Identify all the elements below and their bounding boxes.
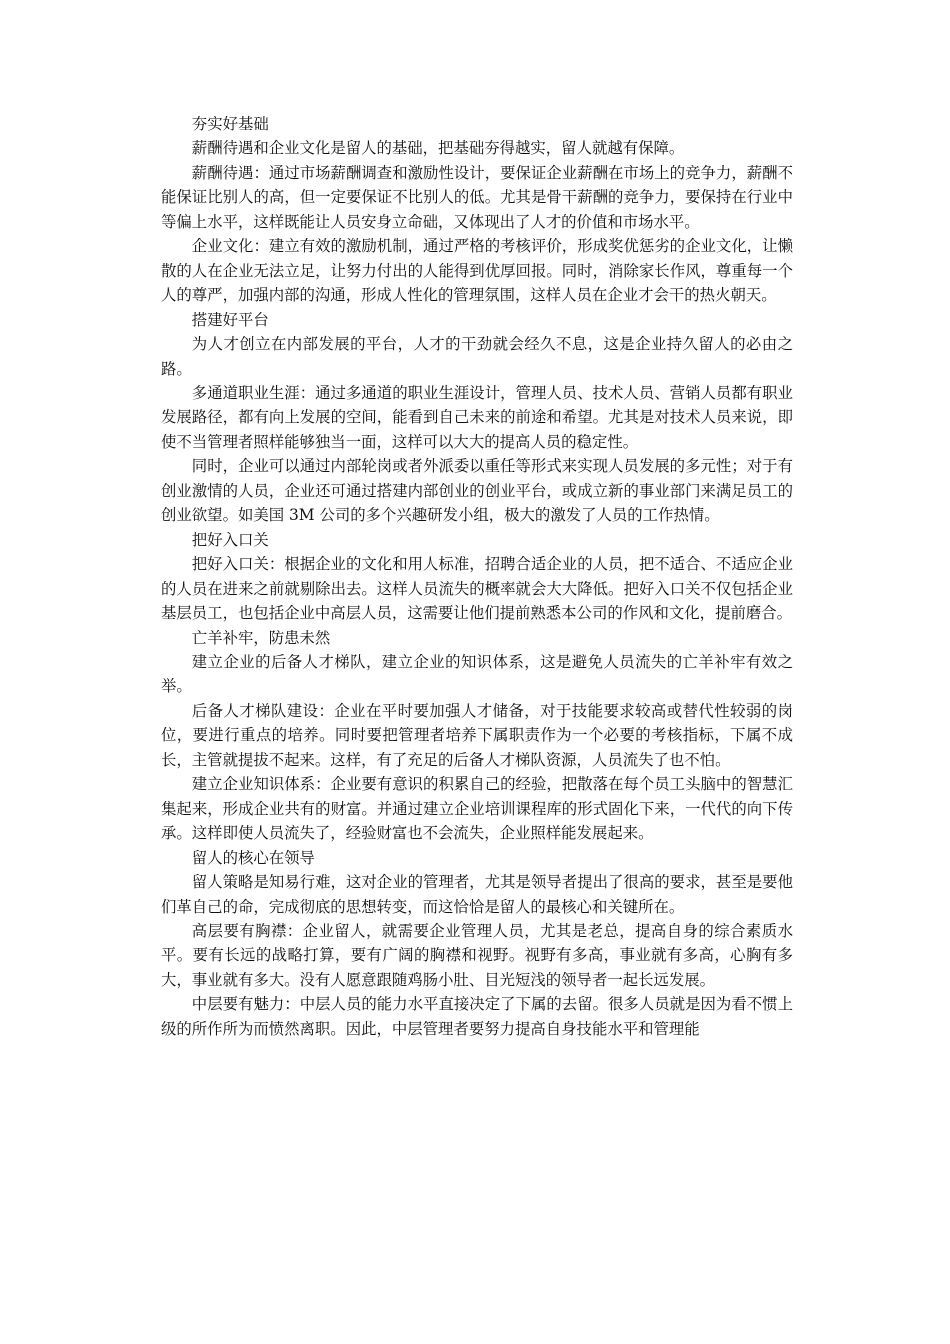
- section-heading: 搭建好平台: [191, 310, 269, 329]
- body-paragraph: 多通道职业生涯：通过多通道的职业生涯设计，管理人员、技术人员、营销人员都有职业发展路径，都有向上发展的空间，能看到自己未来的前途和希望。尤其是对技术人员来说，即使不当管理者照样能够独当一面，这样可以大大的提高人员的稳定性。: [161, 383, 793, 451]
- body-paragraph: 企业文化：建立有效的激励机制，通过严格的考核评价，形成奖优惩劣的企业文化，让懒散的人在企业无法立足，让努力付出的人能得到优厚回报。同时，消除家长作风，尊重每一个人的尊严，加强内部的沟通，形成人性化的管理氛围，这样人员在企业才会干的热火朝天。: [161, 237, 793, 305]
- section-heading: 夯实好基础: [191, 115, 269, 133]
- section-heading: 把好入口关: [191, 530, 269, 549]
- body-paragraph: 高层要有胸襟：企业留人，就需要企业管理人员，尤其是老总，提高自身的综合素质水平。要有长远的战略打算，要有广阔的胸襟和视野。视野有多高，事业就有多高，心胸有多大，事业就有多大。没有人愿意跟随鸡肠小肚、目光短浅的领导者一起长远发展。: [161, 921, 793, 989]
- body-paragraph: 后备人才梯队建设：企业在平时要加强人才储备，对于技能要求较高或替代性较弱的岗位，要进行重点的培养。同时要把管理者培养下属职责作为一个必要的考核指标，下属不成长，主管就提拔不起来。这样，有了充足的后备人才梯队资源，人员流失了也不怕。: [161, 701, 793, 769]
- body-paragraph: 留人策略是知易行难，这对企业的管理者，尤其是领导者提出了很高的要求，甚至是要他们革自己的命，完成彻底的思想转变，而这恰恰是留人的最核心和关键所在。: [161, 873, 793, 916]
- body-paragraph: 薪酬待遇和企业文化是留人的基础，把基础夯得越实，留人就越有保障。: [191, 139, 685, 158]
- section-heading: 亡羊补牢，防患未然: [191, 628, 331, 647]
- body-paragraph: 薪酬待遇：通过市场薪酬调查和激励性设计，要保证企业薪酬在市场上的竞争力，薪酬不能保证比别人的高，但一定要保证不比别人的低。尤其是骨干薪酬的竞争力，要保持在行业中等偏上水平，这样既能让人员安身立命础，又体现出了人才的价值和市场水平。: [161, 163, 793, 231]
- document-body: [161, 112, 793, 1041]
- body-paragraph: 建立企业的后备人才梯队，建立企业的知识体系，这是避免人员流失的亡羊补牢有效之举。: [161, 652, 793, 696]
- body-paragraph: 为人才创立在内部发展的平台，人才的干劲就会经久不息，这是企业持久留人的必由之路。: [161, 335, 793, 378]
- section-heading: 留人的核心在领导: [191, 848, 315, 867]
- body-paragraph: 把好入口关：根据企业的文化和用人标准，招聘合适企业的人员，把不适合、不适应企业的人员在进来之前就剔除出去。这样人员流失的概率就会大大降低。把好入口关不仅包括企业基层员工，也包括企业中高层人员，这需要让他们提前熟悉本公司的作风和文化，提前磨合。: [161, 555, 793, 623]
- body-paragraph: 同时，企业可以通过内部轮岗或者外派委以重任等形式来实现人员发展的多元性；对于有创业激情的人员，企业还可通过搭建内部创业的创业平台，或成立新的事业部门来满足员工的创业欲望。如美国 3M 公司的多个兴趣研发小组，极大的激发了人员的工作热情。: [161, 457, 793, 525]
- body-paragraph: 中层要有魅力：中层人员的能力水平直接决定了下属的去留。很多人员就是因为看不惯上级的所作所为而愤然离职。因此，中层管理者要努力提高自身技能水平和管理能: [161, 995, 793, 1038]
- body-paragraph: 建立企业知识体系：企业要有意识的积累自己的经验，把散落在每个员工头脑中的智慧汇集起来，形成企业共有的财富。并通过建立企业培训课程库的形式固化下来，一代代的向下传承。这样即使人员流失了，经验财富也不会流失，企业照样能发展起来。: [161, 775, 793, 843]
